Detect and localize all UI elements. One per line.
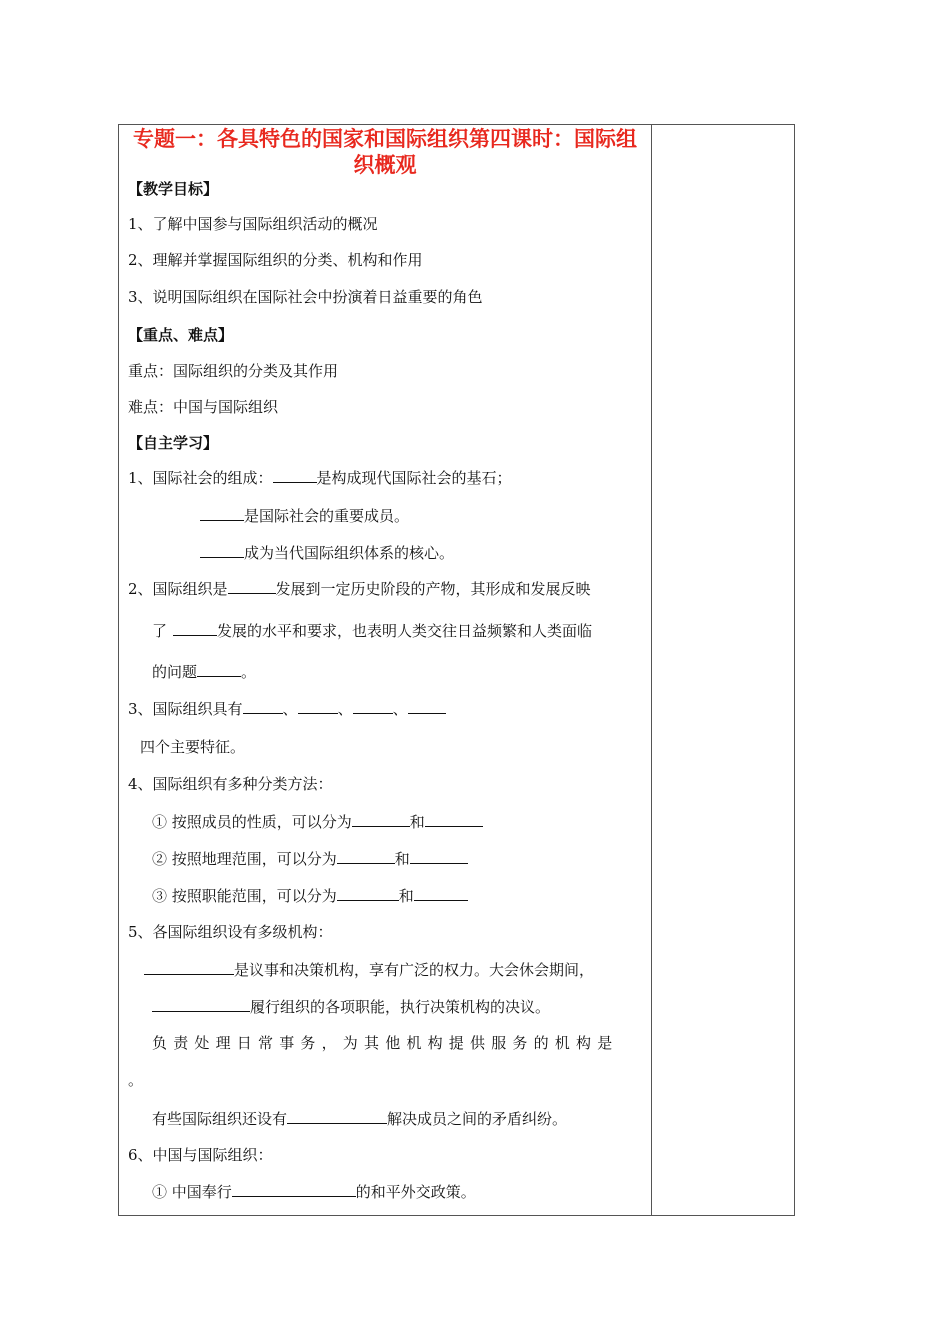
answer-blank[interactable] [298,699,338,714]
question-text: 的和平外交政策。 [355,1183,476,1201]
answer-blank[interactable] [200,543,244,558]
question-5-line-1 [144,960,594,980]
question-text: 解决成员之间的矛盾纠纷。 [387,1110,568,1128]
answer-blank[interactable] [353,699,393,714]
answer-blank[interactable] [352,812,410,827]
question-1-line-3 [200,543,454,563]
question-text: 3、国际组织具有 [128,700,243,718]
answer-blank[interactable] [408,699,446,714]
key-point: 重点：国际组织的分类及其作用 [128,362,339,380]
question-2-line-1 [128,579,591,599]
answer-blank[interactable] [273,468,317,483]
answer-blank[interactable] [144,960,234,975]
objective-item: 1、了解中国参与国际组织活动的概况 [128,215,378,233]
question-text: 发展的水平和要求，也表明人类交往日益频繁和人类面临 [217,622,593,640]
answer-blank[interactable] [337,849,395,864]
question-text: 履行组织的各项职能，执行决策机构的决议。 [250,998,551,1016]
answer-blank[interactable] [287,1109,387,1124]
question-5: 5、各国际组织设有多级机构： [128,923,333,941]
question-4-option-3 [152,886,468,906]
question-text: 是构成现代国际社会的基石； [316,469,512,487]
separator: 、 [392,700,408,718]
question-1-line-2 [200,506,409,526]
question-6-option-1 [152,1182,476,1202]
question-5-line-4 [152,1109,567,1129]
question-text: 是国际社会的重要成员。 [244,507,410,525]
answer-blank[interactable] [337,886,399,901]
key-points-heading: 【重点、难点】 [128,326,234,344]
answer-blank[interactable] [410,849,468,864]
self-study-heading: 【自主学习】 [128,434,219,452]
question-2-line-3 [152,662,256,682]
question-4: 4、国际组织有多种分类方法： [128,775,333,793]
answer-blank[interactable] [228,579,276,594]
question-text: 和 [409,813,425,831]
question-text: 的问题 [152,663,198,681]
question-text: 了 [152,622,168,640]
question-4-option-1 [152,812,483,832]
question-text: ③ 按照职能范围，可以分为 [152,887,337,905]
answer-blank[interactable] [425,812,483,827]
objective-item: 3、说明国际组织在国际社会中扮演着日益重要的角色 [128,288,483,306]
question-text: 发展到一定历史阶段的产物，其形成和发展反映 [275,580,591,598]
page-title: 专题一：各具特色的国家和国际组织第四课时：国际组织概观 [133,127,637,177]
answer-blank[interactable] [200,506,244,521]
question-text: 是议事和决策机构，享有广泛的权力。大会休会期间， [234,961,595,979]
answer-blank[interactable] [152,997,250,1012]
question-text: 。 [241,663,257,681]
answer-blank[interactable] [173,621,217,636]
separator: 、 [282,700,298,718]
question-text: 有些国际组织还设有 [152,1110,288,1128]
answer-blank[interactable] [197,662,241,677]
answer-blank[interactable] [232,1182,356,1197]
question-2-line-2 [152,621,592,641]
answer-blank[interactable] [243,699,283,714]
question-3-line-2: 四个主要特征。 [140,738,246,756]
objective-item: 2、理解并掌握国际组织的分类、机构和作用 [128,251,423,269]
question-text: ② 按照地理范围，可以分为 [152,850,337,868]
question-4-option-2 [152,849,468,869]
question-6: 6、中国与国际组织： [128,1146,273,1164]
question-3-line-1 [128,699,446,719]
question-5-line-3-end: 。 [128,1071,144,1089]
question-5-line-2 [152,997,550,1017]
question-text: 2、国际组织是 [128,580,228,598]
question-text: 和 [398,887,414,905]
question-1-line-1 [128,468,512,488]
difficult-point: 难点：中国与国际组织 [128,398,279,416]
question-text: 成为当代国际组织体系的核心。 [244,544,455,562]
question-text: ① 中国奉行 [152,1183,232,1201]
separator: 、 [337,700,353,718]
answer-blank[interactable] [414,886,468,901]
question-text: 1、国际社会的组成： [128,469,273,487]
question-5-line-3: 负责处理日常事务，为其他机构提供服务的机构是 [152,1034,619,1052]
question-text: ① 按照成员的性质，可以分为 [152,813,352,831]
objectives-heading: 【教学目标】 [128,180,219,198]
table-column-divider [651,124,652,1216]
question-text: 和 [394,850,410,868]
